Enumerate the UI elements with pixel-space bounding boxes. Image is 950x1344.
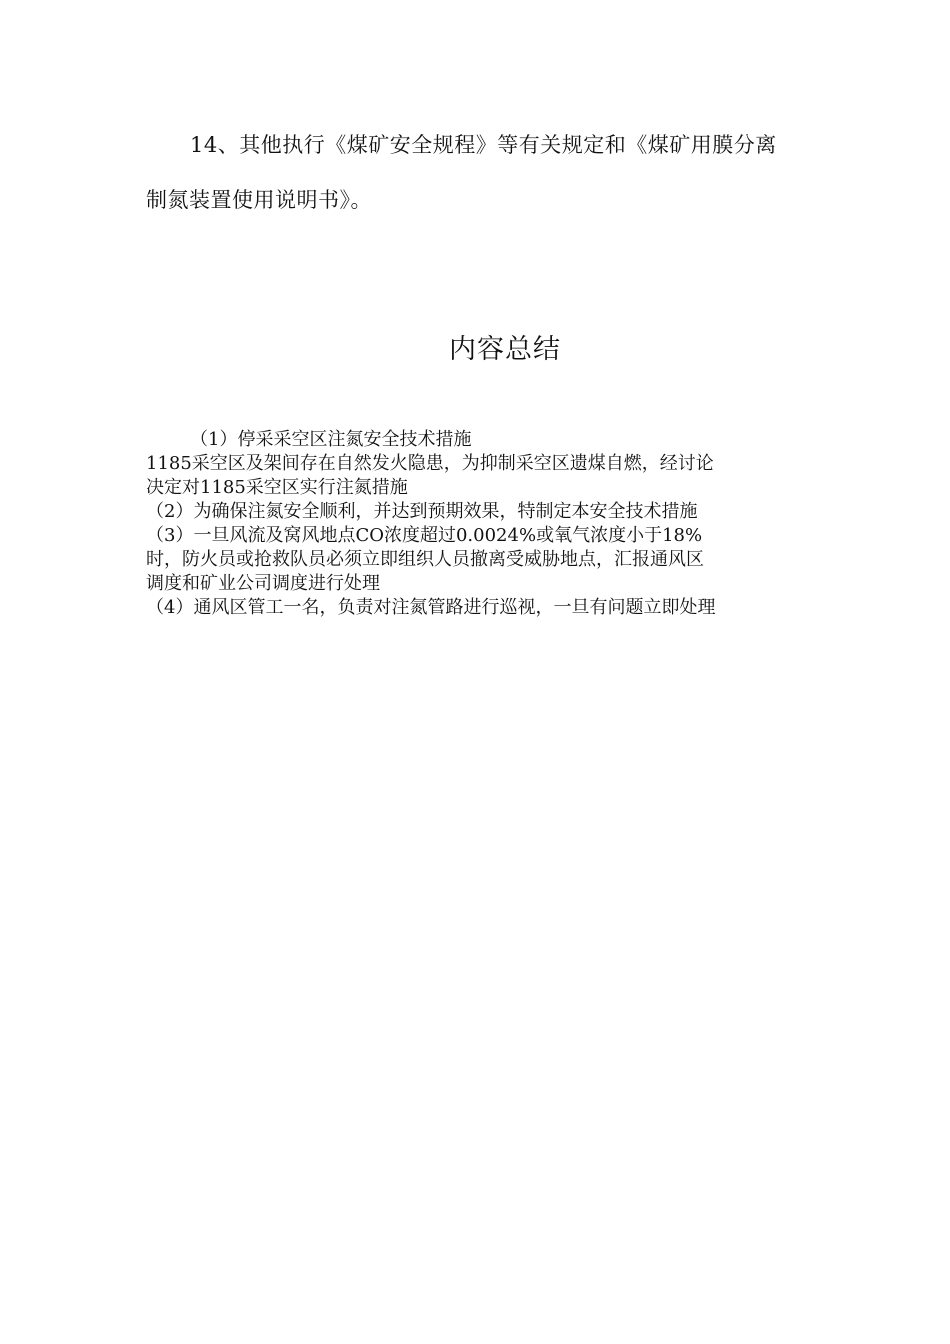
item-14-line-1: 14、其他执行《煤矿安全规程》等有关规定和《煤矿用膜分离 [190, 133, 777, 157]
summary-line-3: 决定对1185采空区实行注氮措施 [146, 477, 408, 498]
summary-line-8: （4）通风区管工一名，负责对注氮管路进行巡视，一旦有问题立即处理 [146, 597, 716, 618]
summary-line-5: （3）一旦风流及窝风地点CO浓度超过0.0024%或氧气浓度小于18% [146, 525, 703, 546]
summary-body [146, 428, 806, 620]
item-14-paragraph [146, 118, 806, 228]
summary-line-2: 1185采空区及架间存在自然发火隐患，为抑制采空区遗煤自燃，经讨论 [146, 453, 714, 474]
summary-title: 内容总结 [449, 334, 561, 365]
summary-line-7: 调度和矿业公司调度进行处理 [146, 573, 380, 594]
summary-line-4: （2）为确保注氮安全顺利，并达到预期效果，特制定本安全技术措施 [146, 501, 698, 522]
summary-line-1: （1）停采采空区注氮安全技术措施 [190, 429, 472, 450]
item-14-line-2: 制氮装置使用说明书》。 [146, 188, 372, 212]
summary-line-6: 时，防火员或抢救队员必须立即组织人员撤离受威胁地点，汇报通风区 [146, 549, 704, 570]
